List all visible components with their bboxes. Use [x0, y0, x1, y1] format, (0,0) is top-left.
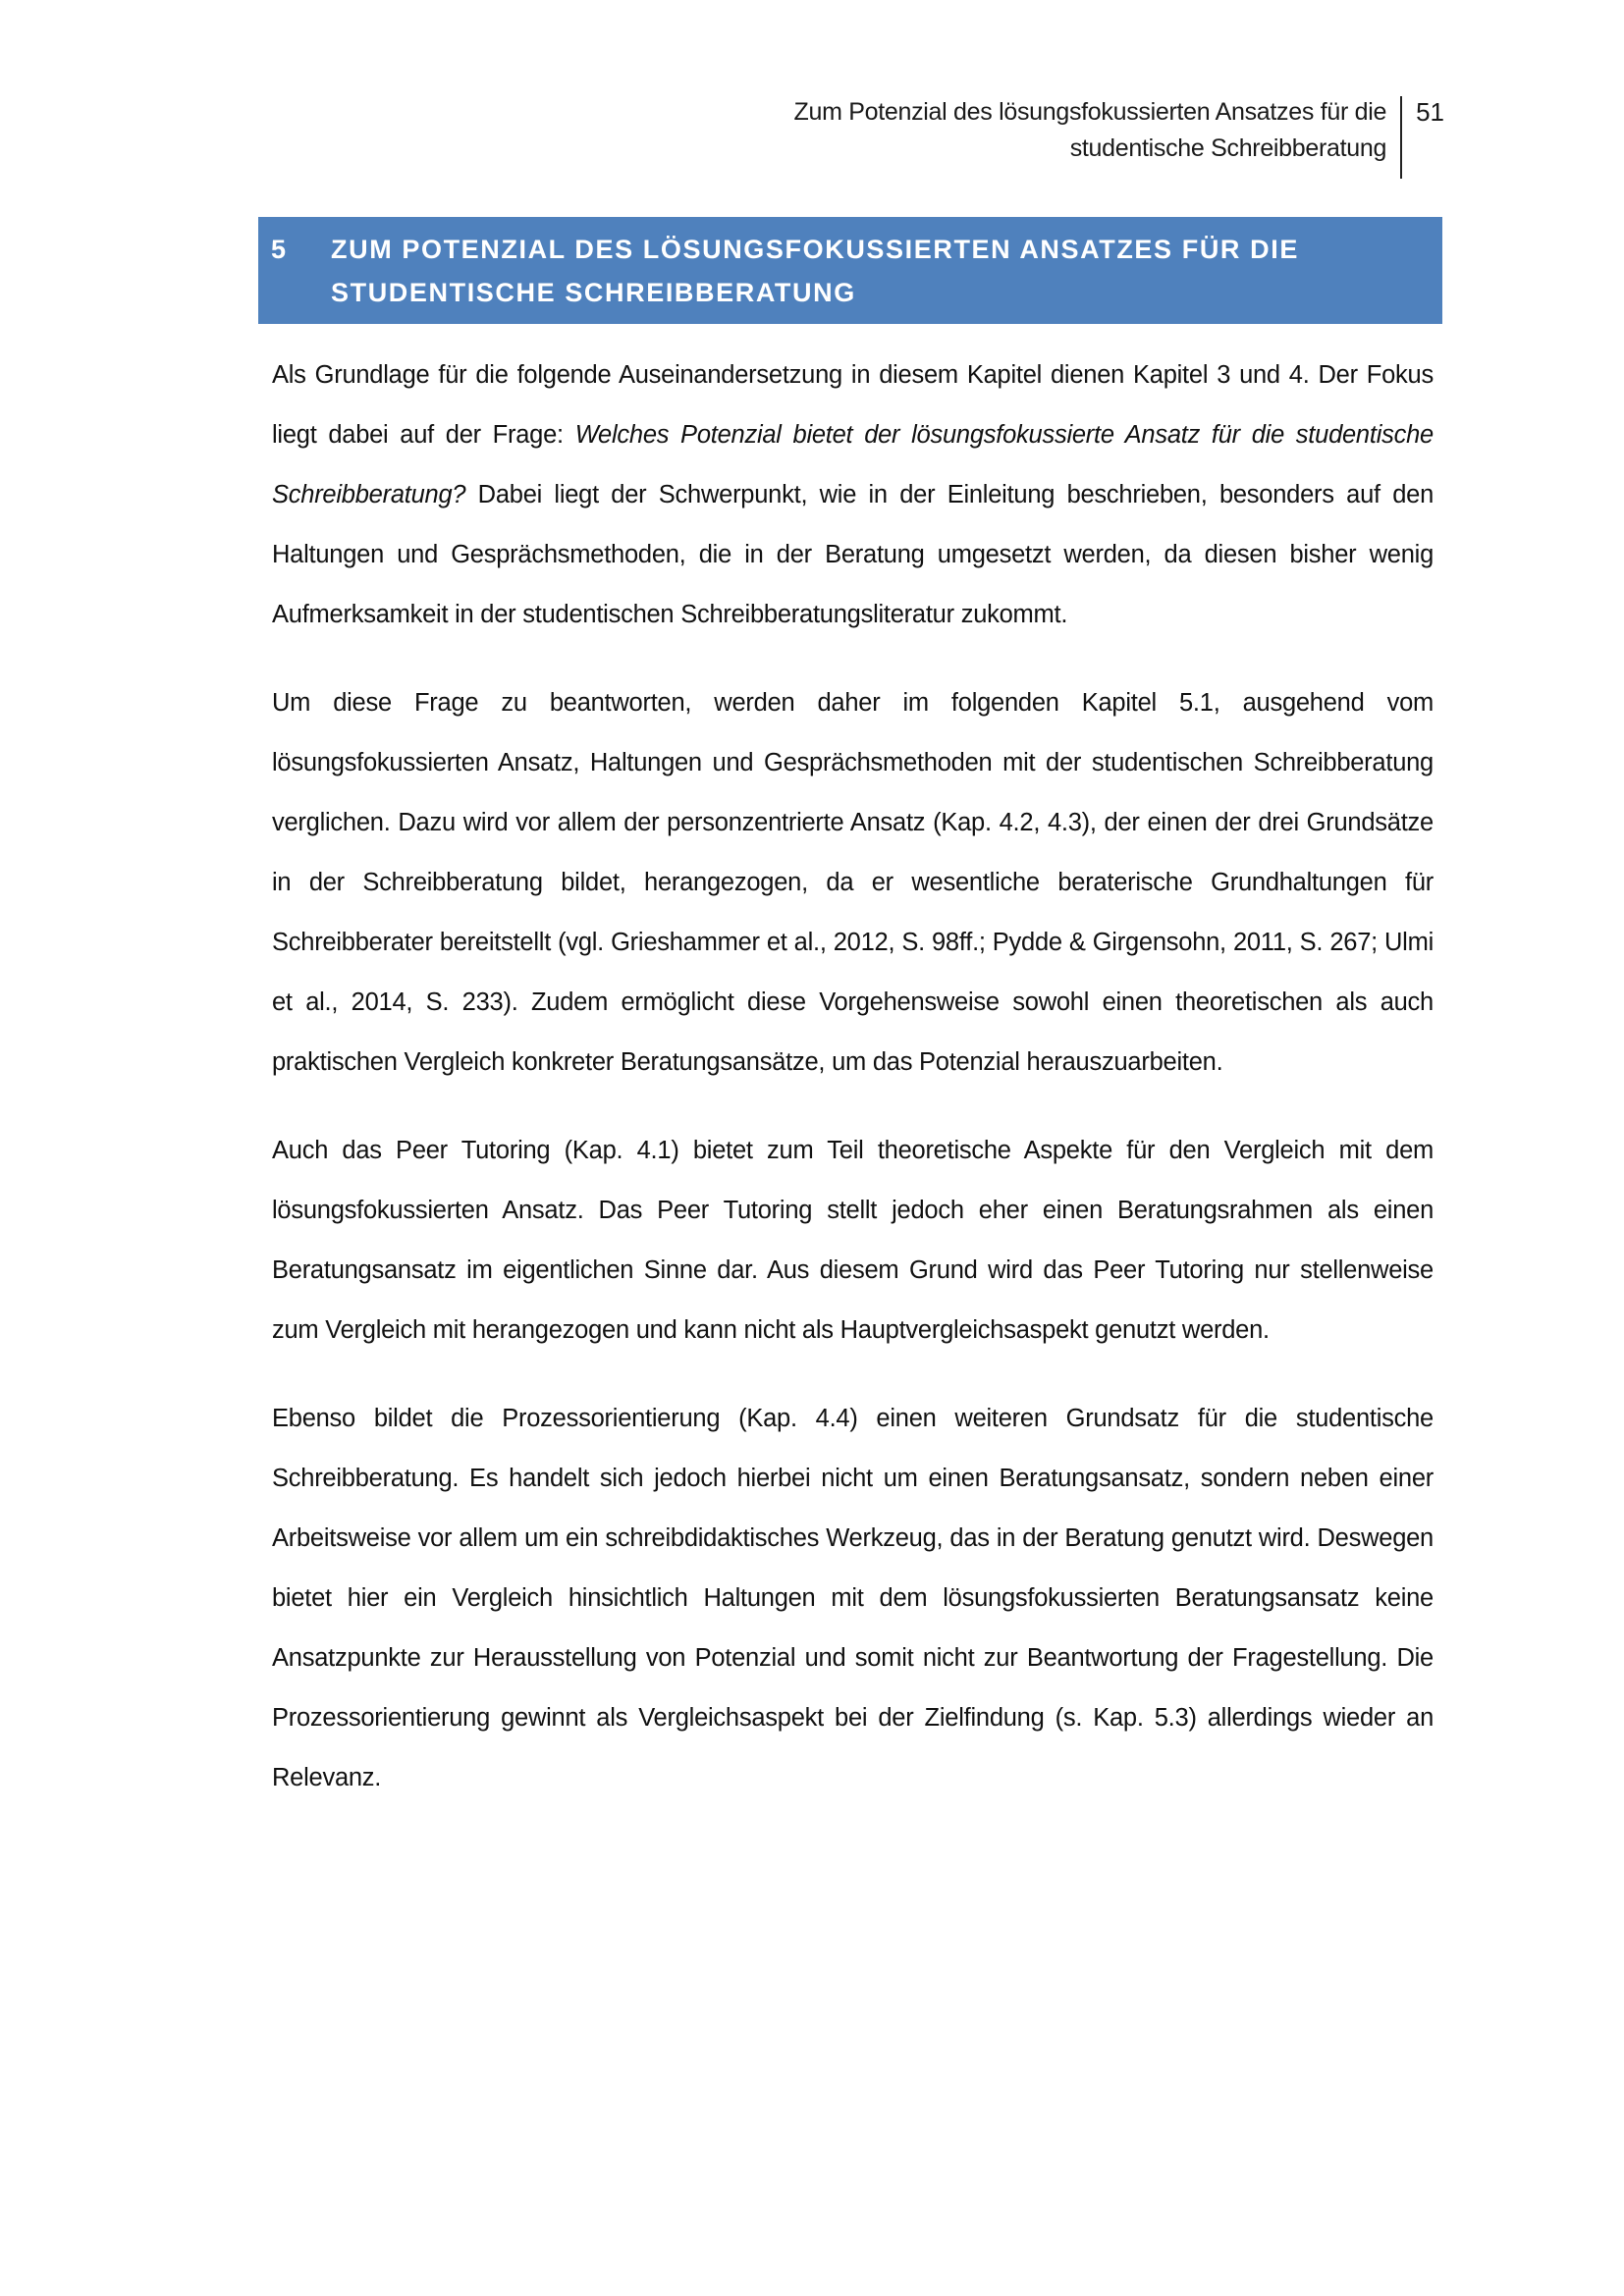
page-number: 51 [1416, 97, 1444, 127]
paragraph-text: Auch das Peer Tutoring (Kap. 4.1) bietet zum Teil theoretische Aspekte für den Vergleich mit dem lösungsfokussierten Ansatz. Das Peer Tutoring stellt jedoch eher einen Beratungsrahmen als einen Beratungsansatz im eigentlichen Sinne dar. Aus diesem Grund wird das Peer Tutoring nur stellenweise zum Vergleich mit herangezogen und kann nicht als Hauptvergleichsaspekt genutzt werden. [272, 1137, 1434, 1344]
chapter-title-line-2: STUDENTISCHE SCHREIBBERATUNG [331, 278, 856, 307]
running-head-line-2: studentische Schreibberatung [1069, 134, 1387, 162]
chapter-heading-banner [258, 217, 1442, 324]
chapter-title-line-1: ZUM POTENZIAL DES LÖSUNGSFOKUSSIERTEN ANSATZES FÜR DIE [331, 235, 1299, 264]
paragraph-text: Als Grundlage für die folgende Auseinandersetzung in diesem Kapitel dienen Kapitel 3 und 4. Der Fokus liegt dabei auf der Frage: [272, 361, 1434, 449]
paragraph-intro [272, 346, 1434, 645]
paragraph-process-orientation [272, 1389, 1434, 1808]
paragraph-method [272, 673, 1434, 1093]
paragraph-text: Um diese Frage zu beantworten, werden daher im folgenden Kapitel 5.1, ausgehend vom lösungsfokussierten Ansatz, Haltungen und Gesprächsmethoden mit der studentischen Schreibberatung verglichen. Dazu wird vor allem der personzentrierte Ansatz (Kap. 4.2, 4.3), der einen der drei Grundsätze in der Schreibberatung bildet, herangezogen, da er wesentliche beraterische Grundhaltungen für Schreibberater bereitstellt (vgl. Grieshammer et al., 2012, S. 98ff.; Pydde & Girgensohn, 2011, S. 267; Ulmi et al., 2014, S. 233). Zudem ermöglicht diese Vorgehensweise sowohl einen theoretischen als auch praktischen Vergleich konkreter Beratungsansätze, um das Potenzial herauszuarbeiten. [272, 689, 1434, 1076]
body-text [272, 346, 1434, 1837]
research-question: Welches Potenzial bietet der lösungsfokussierte Ansatz für die studentische Schreibberatung? [272, 421, 1434, 508]
page-header [794, 94, 1445, 179]
running-head-line-1: Zum Potenzial des lösungsfokussierten Ansatzes für die [793, 98, 1387, 126]
paragraph-text: Ebenso bildet die Prozessorientierung (Kap. 4.4) einen weiteren Grundsatz für die studentische Schreibberatung. Es handelt sich jedoch hierbei nicht um einen Beratungsansatz, sondern neben einer Arbeitsweise vor allem um ein schreibdidaktisches Werkzeug, das in der Beratung genutzt wird. Deswegen bietet hier ein Vergleich hinsichtlich Haltungen mit dem lösungsfokussierten Beratungsansatz keine Ansatzpunkte zur Herausstellung von Potenzial und somit nicht zur Beantwortung der Fragestellung. Die Prozessorientierung gewinnt als Vergleichsaspekt bei der Zielfindung (s. Kap. 5.3) allerdings wieder an Relevanz. [272, 1405, 1434, 1791]
paragraph-peer-tutoring [272, 1121, 1434, 1361]
running-head [794, 94, 1401, 167]
chapter-number: 5 [271, 235, 288, 264]
paragraph-text: Dabei liegt der Schwerpunkt, wie in der Einleitung beschrieben, besonders auf den Haltungen und Gesprächsmethoden, die in der Beratung umgesetzt werden, da diesen bisher wenig Aufmerksamkeit in der studentischen Schreibberatungsliteratur zukommt. [272, 481, 1434, 628]
chapter-title [331, 228, 1299, 324]
